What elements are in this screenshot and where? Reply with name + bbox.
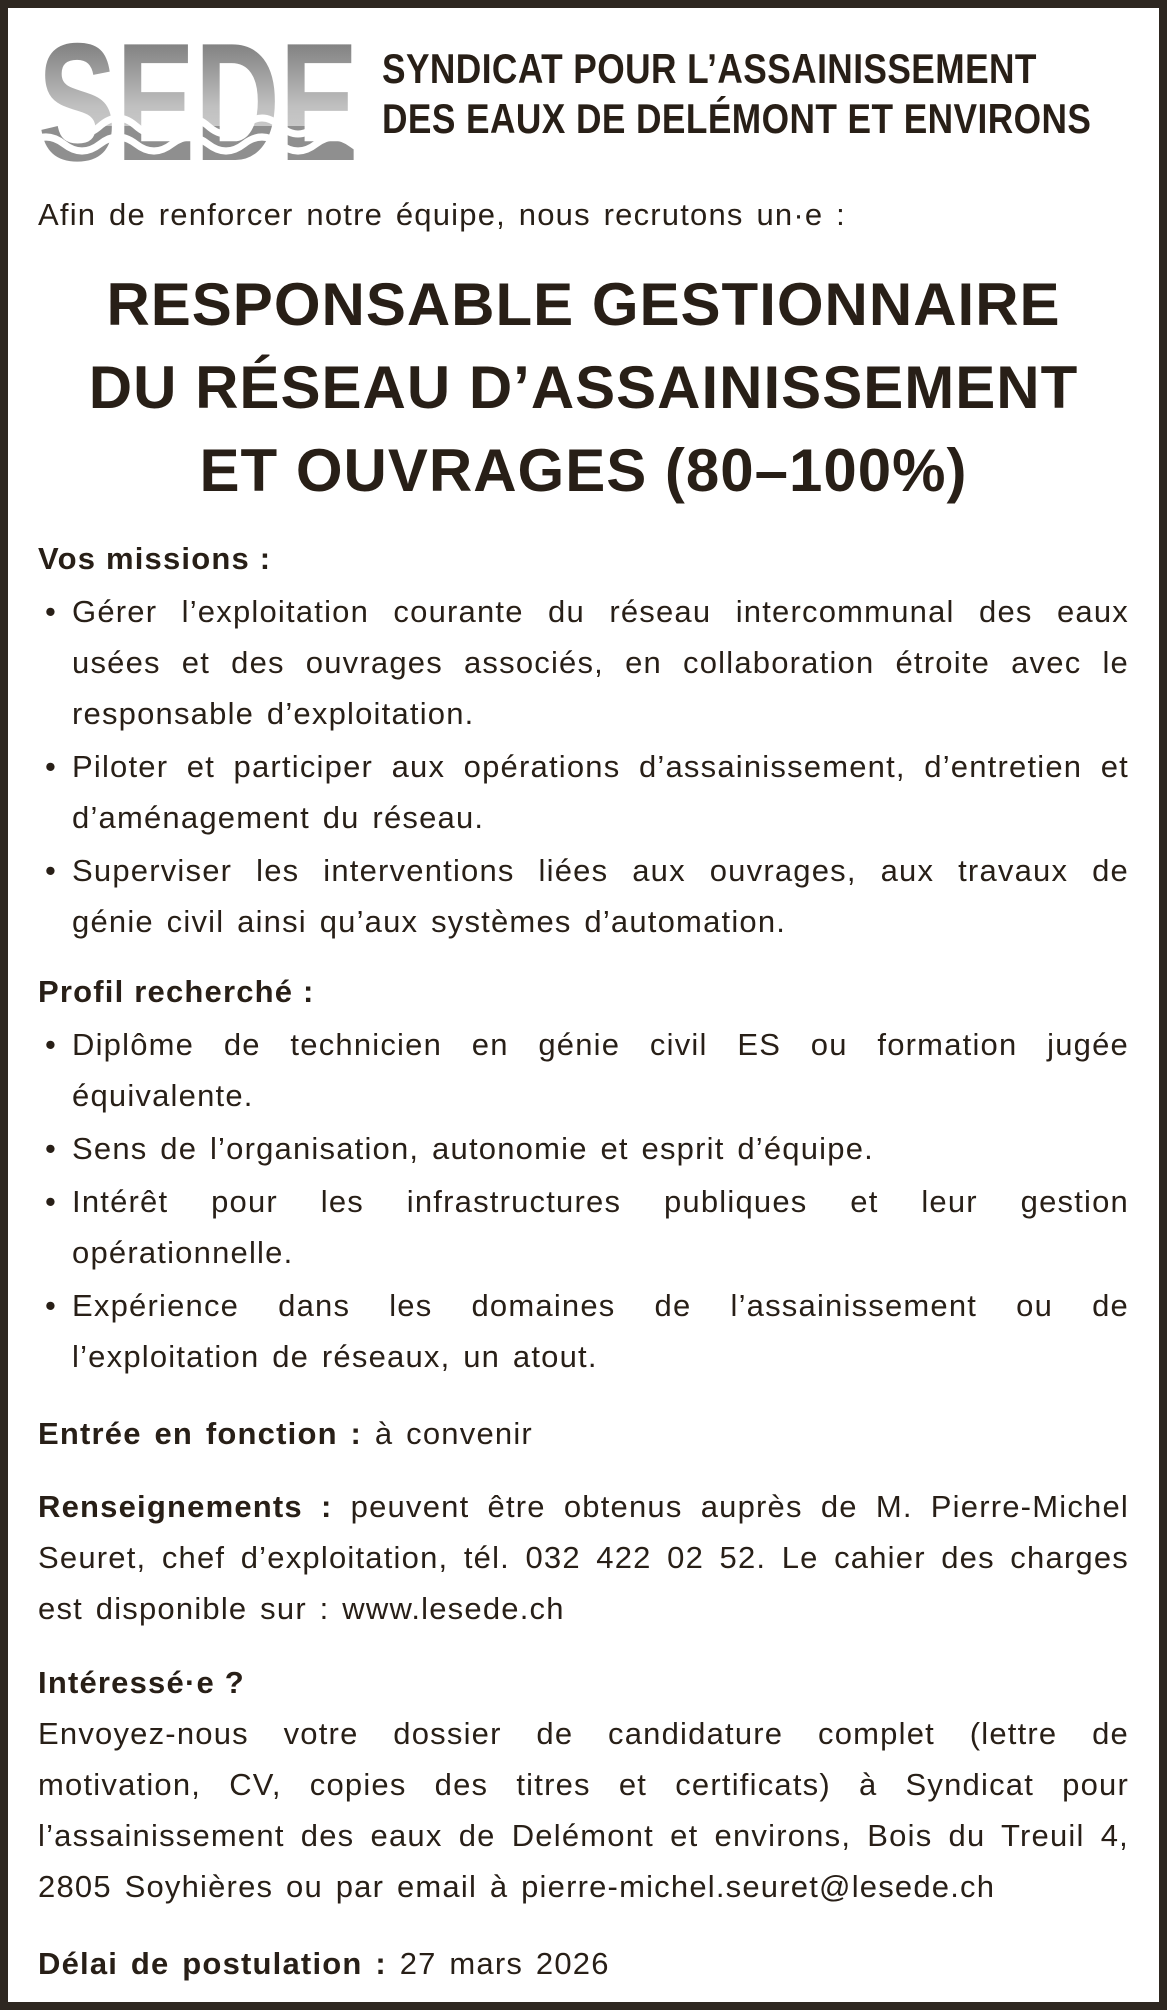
org-name-line1: SYNDICAT POUR L’ASSAINISSEMENT (382, 45, 1037, 92)
mission-item: • Gérer l’exploitation courante du réseau intercommunal des eaux usées et des ouvrages associés, en collaboration étroite avec le responsable d’exploitation. (38, 586, 1129, 739)
profile-item: • Intérêt pour les infrastructures publiques et leur gestion opérationnelle. (38, 1176, 1129, 1278)
interested-heading: Intéressé·e ? (38, 1665, 245, 1700)
logo-letters (38, 38, 368, 163)
deadline-label: Délai de postulation : (38, 1946, 387, 1981)
interested-paragraph: Envoyez-nous votre dossier de candidature complet (lettre de motivation, CV, copies des titres et certificats) à Syndicat pour l’assainissement des eaux de Delémont et environs, Bois du Treuil 4, 2805 Soyhières ou par email à pierre-michel.seuret@lesede.ch (38, 1716, 1129, 1904)
header (38, 38, 1129, 163)
entry-line (38, 1408, 1129, 1459)
mission-item: • Superviser les interventions liées aux ouvrages, aux travaux de génie civil ainsi qu’aux systèmes d’automation. (38, 845, 1129, 947)
intro-text: Afin de renforcer notre équipe, nous recrutons un·e : (38, 197, 846, 232)
profile-item: • Expérience dans les domaines de l’assainissement ou de l’exploitation de réseaux, un atout. (38, 1280, 1129, 1382)
profile-heading: Profil recherché : (38, 974, 315, 1009)
missions-heading: Vos missions : (38, 541, 272, 576)
profile-item: • Sens de l’organisation, autonomie et esprit d’équipe. (38, 1123, 1129, 1174)
entry-value: à convenir (374, 1416, 533, 1451)
org-name (382, 38, 1091, 144)
info-paragraph (38, 1481, 1129, 1634)
deadline-value: 27 mars 2026 (399, 1946, 610, 1981)
missions-list (38, 586, 1129, 947)
profile-list (38, 1019, 1129, 1382)
entry-label: Entrée en fonction : (38, 1416, 363, 1451)
sede-logo (38, 38, 368, 163)
job-title-line1: RESPONSABLE GESTIONNAIRE (106, 271, 1061, 338)
info-label: Renseignements : (38, 1489, 333, 1524)
job-title-line3: ET OUVRAGES (80–100%) (199, 437, 968, 504)
job-title-line2: DU RÉSEAU D’ASSAINISSEMENT (88, 354, 1079, 421)
org-name-line2: DES EAUX DE DELÉMONT ET ENVIRONS (382, 95, 1092, 142)
info-text: peuvent être obtenus auprès de M. Pierre-Michel Seuret, chef d’exploitation, tél. 032 422 02 52. Le cahier des charges est disponible sur : www.lesede.ch (38, 1489, 1129, 1626)
mission-item: • Piloter et participer aux opérations d’assainissement, d’entretien et d’aménagement du réseau. (38, 741, 1129, 843)
profile-item: • Diplôme de technicien en génie civil ES ou formation jugée équivalente. (38, 1019, 1129, 1121)
job-title (38, 263, 1129, 512)
deadline-line (38, 1938, 1129, 1989)
